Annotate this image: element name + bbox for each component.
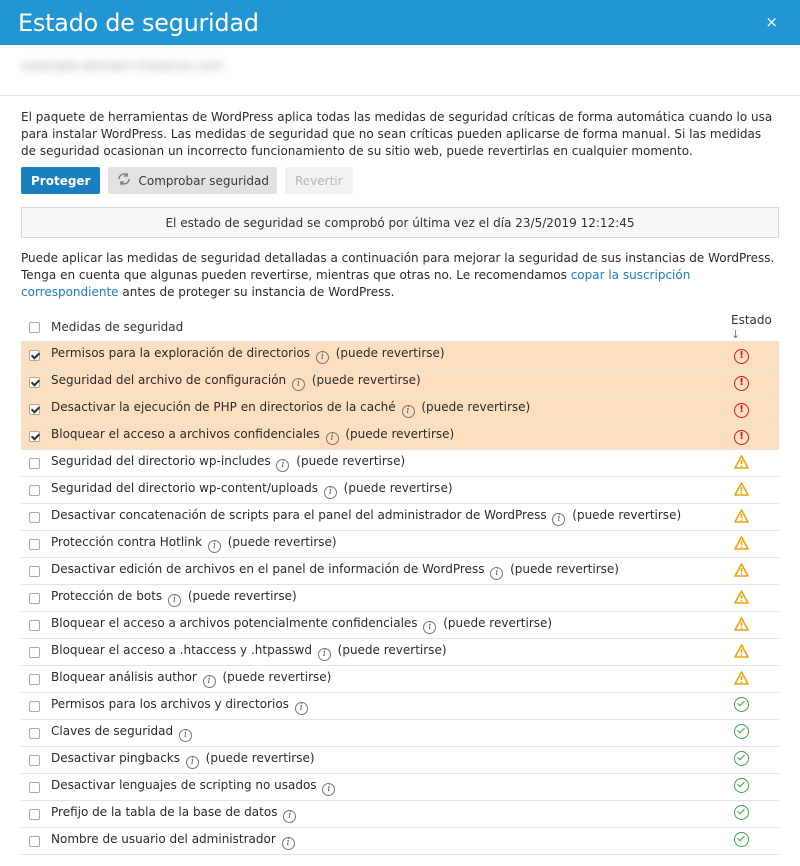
measure-label: Permisos para la exploración de directorios: [51, 346, 311, 360]
table-row[interactable]: [21, 720, 779, 747]
info-icon[interactable]: i: [423, 621, 436, 634]
revertible-note: (puede revertirse): [572, 508, 682, 522]
revertible-note: (puede revertirse): [510, 562, 619, 576]
measure-label: Desactivar la ejecución de PHP en directorios de la caché: [51, 400, 396, 414]
info-icon[interactable]: i: [179, 729, 192, 742]
measure-label: Desactivar lenguajes de scripting no usados: [51, 778, 317, 792]
table-row[interactable]: [21, 531, 779, 558]
row-checkbox[interactable]: [29, 431, 40, 442]
table-row[interactable]: [21, 666, 779, 693]
revertible-note: (puede revertirse): [421, 400, 531, 414]
row-checkbox[interactable]: [29, 566, 40, 577]
info-icon[interactable]: i: [324, 486, 337, 499]
warning-status-icon: [734, 509, 749, 523]
revertible-note: (puede revertirse): [345, 427, 455, 441]
ok-status-icon: [734, 778, 749, 793]
revertible-note: (puede revertirse): [343, 481, 453, 495]
dialog-title: Estado de seguridad: [18, 8, 259, 37]
description-before: Puede aplicar las medidas de seguridad detalladas a continuación para mejorar la seguridad de sus instancias de WordPress. Tenga en cuenta que algunas pueden revertirse, mientras que otras no. Le recomendamos: [21, 251, 775, 282]
ok-status-icon: [734, 724, 749, 739]
ok-status-icon: [734, 832, 749, 847]
table-row[interactable]: [21, 450, 779, 477]
ok-status-icon: [734, 805, 749, 820]
warning-status-icon: [734, 536, 749, 550]
info-icon[interactable]: i: [490, 567, 503, 580]
info-icon[interactable]: i: [282, 837, 295, 850]
info-icon[interactable]: i: [316, 351, 329, 364]
revertible-note: (puede revertirse): [222, 670, 332, 684]
table-row[interactable]: [21, 396, 779, 423]
revert-button[interactable]: Revertir: [285, 167, 353, 194]
security-measures-table: [21, 313, 779, 855]
measure-label: Bloquear análisis author: [51, 670, 197, 684]
measure-label: Bloquear el acceso a archivos confidenciales: [51, 427, 320, 441]
row-checkbox[interactable]: [29, 377, 40, 388]
domain-name-blurred: example-domain-instance.com: [22, 59, 223, 74]
table-row[interactable]: [21, 801, 779, 828]
check-security-label: Comprobar seguridad: [138, 173, 269, 188]
row-checkbox[interactable]: [29, 458, 40, 469]
measure-label: Claves de seguridad: [51, 724, 174, 738]
info-icon[interactable]: i: [203, 675, 216, 688]
measure-label: Bloquear el acceso a .htaccess y .htpasswd: [51, 643, 312, 657]
table-row[interactable]: [21, 558, 779, 585]
row-checkbox[interactable]: [29, 782, 40, 793]
revertible-note: (puede revertirse): [337, 643, 447, 657]
table-row[interactable]: [21, 612, 779, 639]
critical-status-icon: !: [734, 430, 749, 445]
row-checkbox[interactable]: [29, 728, 40, 739]
table-header-row: [21, 313, 779, 342]
refresh-icon: [116, 171, 132, 190]
table-row[interactable]: [21, 342, 779, 369]
info-icon[interactable]: i: [402, 405, 415, 418]
info-icon[interactable]: i: [552, 513, 565, 526]
row-checkbox[interactable]: [29, 620, 40, 631]
column-header-measures[interactable]: Medidas de seguridad: [51, 313, 725, 342]
critical-status-icon: !: [734, 403, 749, 418]
measure-label: Nombre de usuario del administrador: [51, 832, 276, 846]
dialog-content: [0, 96, 800, 855]
revertible-note: (puede revertirse): [443, 616, 553, 630]
measure-label: Protección de bots: [51, 589, 163, 603]
warning-status-icon: [734, 590, 749, 604]
row-checkbox[interactable]: [29, 701, 40, 712]
revertible-note: (puede revertirse): [296, 454, 406, 468]
info-icon[interactable]: i: [276, 459, 289, 472]
warning-status-icon: [734, 671, 749, 685]
ok-status-icon: [734, 751, 749, 766]
row-checkbox[interactable]: [29, 593, 40, 604]
info-icon[interactable]: i: [186, 756, 199, 769]
check-security-button[interactable]: [108, 167, 276, 194]
row-checkbox[interactable]: [29, 404, 40, 415]
row-checkbox[interactable]: [29, 512, 40, 523]
table-row[interactable]: [21, 774, 779, 801]
close-icon[interactable]: ×: [765, 13, 778, 31]
table-row[interactable]: [21, 585, 779, 612]
measure-label: Desactivar concatenación de scripts para el panel del administrador de WordPress: [51, 508, 547, 522]
info-icon[interactable]: i: [318, 648, 331, 661]
row-checkbox[interactable]: [29, 485, 40, 496]
info-icon[interactable]: i: [292, 378, 305, 391]
info-icon[interactable]: i: [283, 810, 296, 823]
status-header-label: Estado: [731, 313, 772, 327]
intro-text: El paquete de herramientas de WordPress aplica todas las medidas de seguridad críticas de forma automática cuando lo usa para instalar WordPress. Las medidas de seguridad que no sean críticas pueden aplicarse de forma manual. Si las medidas de seguridad ocasionan un incorrecto funcionamiento de su sitio web, puede revertirlas en cualquier momento.: [21, 110, 773, 158]
table-row[interactable]: [21, 504, 779, 531]
measure-label: Seguridad del directorio wp-content/uploads: [51, 481, 318, 495]
revertible-note: (puede revertirse): [205, 751, 315, 765]
revertible-note: (puede revertirse): [227, 535, 337, 549]
row-checkbox[interactable]: [29, 836, 40, 847]
row-checkbox[interactable]: [29, 350, 40, 361]
description-text: [21, 250, 779, 301]
revertible-note: (puede revertirse): [187, 589, 297, 603]
row-checkbox[interactable]: [29, 647, 40, 658]
row-checkbox[interactable]: [29, 539, 40, 550]
table-row[interactable]: [21, 828, 779, 855]
table-row[interactable]: [21, 423, 779, 450]
info-icon[interactable]: i: [168, 594, 181, 607]
warning-status-icon: [734, 644, 749, 658]
measure-label: Seguridad del archivo de configuración: [51, 373, 287, 387]
select-all-checkbox[interactable]: [29, 322, 40, 333]
description-after: antes de proteger su instancia de WordPress.: [118, 285, 395, 299]
measure-label: Protección contra Hotlink: [51, 535, 203, 549]
critical-status-icon: !: [734, 376, 749, 391]
info-icon[interactable]: i: [326, 432, 339, 445]
warning-status-icon: [734, 455, 749, 469]
revertible-note: (puede revertirse): [335, 346, 445, 360]
measure-label: Prefijo de la tabla de la base de datos: [51, 805, 278, 819]
warning-status-icon: [734, 617, 749, 631]
table-row[interactable]: [21, 639, 779, 666]
table-row[interactable]: [21, 693, 779, 720]
measure-label: Seguridad del directorio wp-includes: [51, 454, 271, 468]
measure-label: Desactivar pingbacks: [51, 751, 181, 765]
ok-status-icon: [734, 697, 749, 712]
dialog-header: [0, 0, 800, 45]
toolbar: [21, 167, 779, 194]
row-checkbox[interactable]: [29, 809, 40, 820]
warning-status-icon: [734, 563, 749, 577]
warning-status-icon: [734, 482, 749, 496]
info-icon[interactable]: i: [322, 783, 335, 796]
row-checkbox[interactable]: [29, 755, 40, 766]
table-row[interactable]: [21, 477, 779, 504]
domain-subtitle: [0, 45, 800, 95]
info-icon[interactable]: i: [295, 702, 308, 715]
measure-label: Desactivar edición de archivos en el panel de información de WordPress: [51, 562, 485, 576]
revertible-note: (puede revertirse): [311, 373, 421, 387]
table-row[interactable]: [21, 369, 779, 396]
sort-desc-icon: ↓: [731, 328, 741, 341]
table-row[interactable]: [21, 747, 779, 774]
last-check-status: El estado de seguridad se comprobó por última vez el día 23/5/2019 12:12:45: [21, 207, 779, 238]
measure-label: Bloquear el acceso a archivos potencialmente confidenciales: [51, 616, 418, 630]
protect-button[interactable]: Proteger: [21, 167, 100, 194]
column-header-status[interactable]: [725, 313, 779, 342]
row-checkbox[interactable]: [29, 674, 40, 685]
critical-status-icon: !: [734, 349, 749, 364]
measure-label: Permisos para los archivos y directorios: [51, 697, 289, 711]
info-icon[interactable]: i: [208, 540, 221, 553]
copy-subscription-link[interactable]: copar la suscripción correspondiente: [21, 268, 691, 299]
